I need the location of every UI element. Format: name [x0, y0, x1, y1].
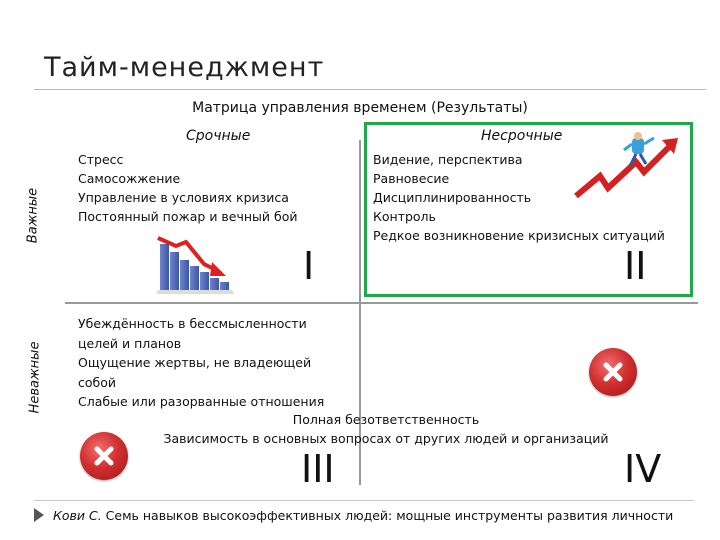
column-header-not-urgent: Несрочные: [481, 128, 563, 144]
row-header-not-important: Неважные: [27, 341, 43, 414]
list-item: Редкое возникновение кризисных ситуаций: [373, 228, 665, 243]
success-arrow-icon: [570, 132, 682, 214]
row-header-important: Важные: [25, 187, 41, 244]
list-item: Равновесие: [373, 171, 450, 186]
citation-title: Семь навыков высокоэффективных людей: мощные инструменты развития личности: [101, 508, 674, 523]
list-item: Слабые или разорванные отношения: [78, 394, 325, 409]
quadrant-i-list: [78, 150, 298, 226]
quadrant-numeral-iii: III: [301, 447, 335, 491]
list-item: Видение, перспектива: [373, 152, 523, 167]
title-divider: [34, 89, 706, 90]
reject-icon: [80, 432, 128, 480]
list-item: Дисциплинированность: [373, 190, 532, 205]
matrix-horizontal-axis: [65, 302, 698, 304]
quadrant-numeral-iv: IV: [624, 447, 662, 491]
declining-chart-icon: [154, 232, 236, 298]
bullet-arrow-icon: [34, 508, 44, 522]
reject-icon: [589, 348, 637, 396]
quadrant-numeral-ii: II: [624, 244, 647, 288]
list-item: Самосожжение: [78, 171, 181, 186]
list-item: собой: [78, 374, 117, 390]
quadrant-numeral-i: I: [303, 244, 315, 288]
list-item: Ощущение жертвы, не владеющей: [78, 355, 312, 370]
list-item: Зависимость в основных вопросах от других людей и организаций: [163, 431, 609, 446]
list-item: Стресс: [78, 152, 124, 167]
source-citation: [53, 508, 673, 523]
column-header-urgent: Срочные: [186, 128, 251, 144]
list-item: Постоянный пожар и вечный бой: [78, 209, 298, 224]
list-item: Убеждённость в бессмысленности: [78, 316, 307, 331]
matrix-subtitle: Матрица управления временем (Результаты): [192, 100, 528, 116]
quadrant-iii-list: [78, 314, 324, 412]
list-item: целей и планов: [78, 335, 182, 351]
citation-author: Кови С.: [53, 508, 102, 523]
footer-divider: [34, 500, 694, 501]
list-item: Контроль: [373, 209, 436, 224]
page-title: Тайм-менеджмент: [44, 52, 325, 83]
list-item: Управление в условиях кризиса: [78, 190, 289, 205]
list-item: Полная безответственность: [292, 412, 480, 427]
